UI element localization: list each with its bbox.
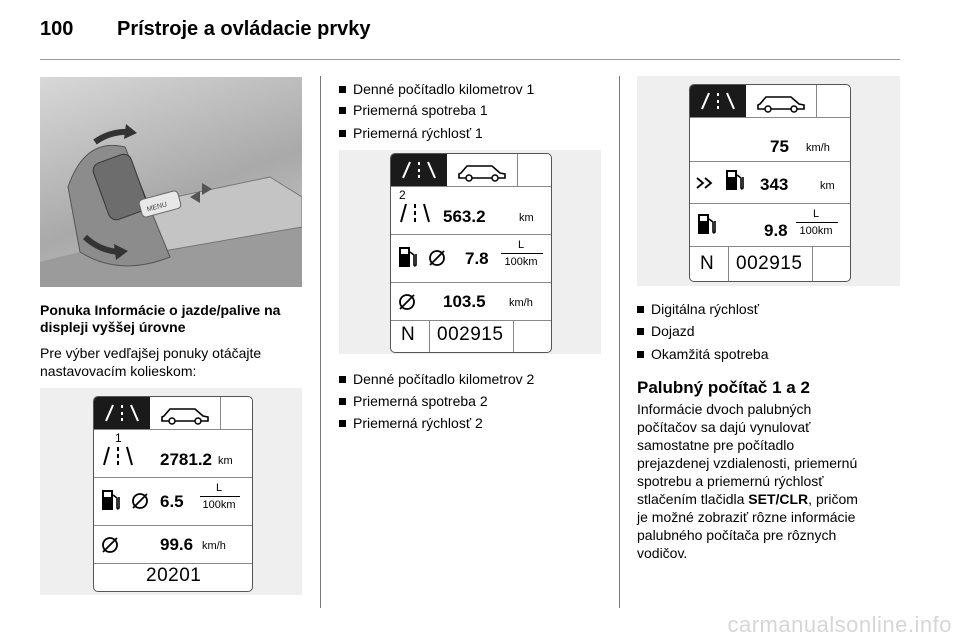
left-intro: Pre výber vedľajšej ponuky otáčajte nastavovacím kolieskom: xyxy=(40,345,262,379)
right-bullet-1: Digitálna rýchlosť xyxy=(637,300,759,318)
set-clr-button-label: SET/CLR xyxy=(748,491,809,507)
right-paragraph: Informácie dvoch palubných počítačov sa dajú vynulovať samostatne pre počítadlo prejazdenej vzdialenosti, priemernú spotrebu a priemernú rýchlosť stlačením tlačidla SET/CLR, pričom je možné zobraziť rôzne informácie palubného počítača pre rôznych vodičov. xyxy=(637,401,858,561)
distance-value: 563.2 xyxy=(443,207,486,226)
consumption-row xyxy=(94,478,252,526)
right-bullet-3: Okamžitá spotreba xyxy=(637,345,769,363)
fuel-pump-icon xyxy=(724,167,746,193)
trip-number: 1 xyxy=(115,431,122,445)
trip-number: 2 xyxy=(399,188,406,202)
speed-value: 103.5 xyxy=(443,292,486,311)
column-separator-2 xyxy=(619,76,620,608)
vehicle-tab xyxy=(150,397,221,429)
display-tab-bar xyxy=(391,154,551,187)
middle-bullet-4: Denné počítadlo kilometrov 2 xyxy=(339,370,534,388)
consumption-unit-bottom: 100km xyxy=(504,256,538,268)
trip-road-icon xyxy=(100,443,136,467)
turn-signal-stalk-illustration xyxy=(40,77,302,287)
menu-button-label: MENU xyxy=(146,201,168,214)
speed-unit: km/h xyxy=(202,540,226,552)
car-icon xyxy=(746,85,816,117)
trip-road-icon xyxy=(397,200,433,224)
section-title: Palubný počítač 1 a 2 xyxy=(637,378,810,397)
middle-bullet-2: Priemerná spotreba 1 xyxy=(339,101,488,119)
middle-bullet-3: Priemerná rýchlosť 1 xyxy=(339,124,483,142)
distance-unit: km xyxy=(218,455,233,467)
page-number: 100 xyxy=(40,18,74,40)
car-icon xyxy=(447,154,517,186)
page-title: Prístroje a ovládacie prvky xyxy=(117,18,371,40)
speed-row xyxy=(391,283,551,321)
middle-bullet-5: Priemerná spotreba 2 xyxy=(339,392,488,410)
average-icon xyxy=(427,248,447,268)
range-value: 343 xyxy=(760,175,789,194)
consumption-value: 7.8 xyxy=(465,249,489,268)
consumption-unit-top: L xyxy=(812,208,820,220)
distance-value: 2781.2 xyxy=(160,450,212,469)
header-rule xyxy=(40,59,900,60)
range-unit: km xyxy=(820,180,835,192)
stalk-photo xyxy=(40,77,302,287)
average-icon xyxy=(397,292,417,312)
right-bullet-2: Dojazd xyxy=(637,322,695,340)
range-arrows-icon xyxy=(694,174,716,192)
middle-bullet-6: Priemerná rýchlosť 2 xyxy=(339,414,483,432)
display-tab-bar xyxy=(94,397,252,430)
display-tab-bar xyxy=(690,85,850,118)
consumption-unit-bottom: 100km xyxy=(799,225,833,237)
trip-tab xyxy=(391,154,447,186)
trip-road-icon xyxy=(690,85,746,117)
consumption-value: 6.5 xyxy=(160,492,184,511)
speed-row xyxy=(94,526,252,564)
instant-consumption-row xyxy=(690,204,850,247)
vehicle-tab xyxy=(447,154,518,186)
odometer: 002915 xyxy=(736,253,803,274)
distance-row xyxy=(94,430,252,478)
consumption-unit-top: L xyxy=(517,239,525,251)
trip-tab xyxy=(94,397,150,429)
gear-indicator: N xyxy=(700,253,714,274)
watermark: carmanualsonline.info xyxy=(727,612,952,637)
speed-value: 75 xyxy=(770,137,789,156)
column-separator-1 xyxy=(320,76,321,608)
odometer: 20201 xyxy=(146,565,202,586)
consumption-value: 9.8 xyxy=(764,221,788,240)
speed-unit: km/h xyxy=(509,297,533,309)
range-row xyxy=(690,162,850,204)
consumption-row xyxy=(391,235,551,283)
speed-value: 99.6 xyxy=(160,535,194,554)
middle-trip-display xyxy=(390,153,552,353)
trip-road-icon xyxy=(391,154,447,186)
vehicle-tab xyxy=(746,85,817,117)
page-header xyxy=(40,18,900,48)
fuel-pump-icon xyxy=(100,487,122,513)
middle-bullet-1: Denné počítadlo kilometrov 1 xyxy=(339,80,534,98)
speed-unit: km/h xyxy=(806,142,830,154)
trip-road-icon xyxy=(94,397,150,429)
consumption-unit-bottom: 100km xyxy=(202,499,236,511)
right-info-display xyxy=(689,84,851,282)
odometer: 002915 xyxy=(437,324,504,345)
trip-tab xyxy=(690,85,746,117)
left-subheading: Ponuka Informácie o jazde/palive na displeji vyššej úrovne xyxy=(40,302,281,335)
average-icon xyxy=(130,491,150,511)
average-icon xyxy=(100,535,120,555)
digital-speed-row xyxy=(690,118,850,162)
distance-row xyxy=(391,187,551,235)
fuel-pump-icon xyxy=(397,244,419,270)
gear-indicator: N xyxy=(401,324,415,345)
distance-unit: km xyxy=(519,212,534,224)
fuel-pump-icon xyxy=(696,211,718,237)
left-trip-display xyxy=(93,396,253,592)
car-icon xyxy=(150,397,220,429)
consumption-unit-top: L xyxy=(215,482,223,494)
